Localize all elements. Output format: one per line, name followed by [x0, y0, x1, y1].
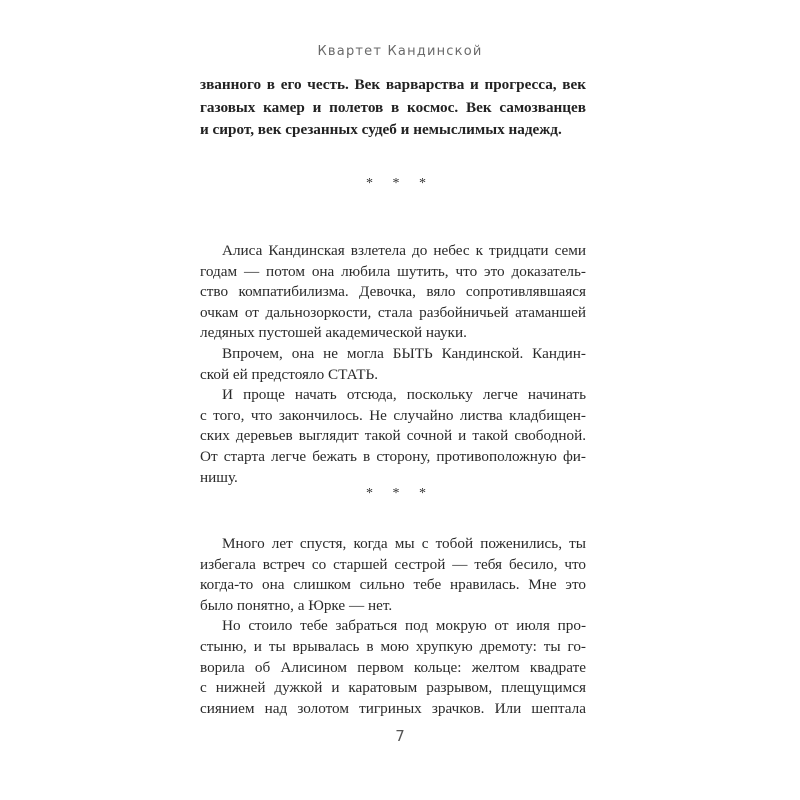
- text-line: ской ей предстояло СТАТЬ.: [200, 365, 379, 383]
- text-line: когда-то она слишком сильно тебе нравилась. Мне это: [200, 576, 586, 594]
- page-number: 7: [395, 727, 405, 745]
- text-line: сиянием над золотом тигриных зрачков. Или шептала: [200, 699, 586, 717]
- intro-bold-paragraph: [200, 74, 586, 142]
- text-line: ледяных пустошей академической науки.: [200, 324, 467, 342]
- text-line: Но стоило тебе забраться под мокрую от июля про-: [222, 617, 586, 635]
- text-line: И проще начать отсюда, поскольку легче начинать: [222, 386, 586, 404]
- text-line: От старта легче бежать в сторону, противоположную фи-: [200, 447, 586, 465]
- text-line: Алиса Кандинская взлетела до небес к тридцати семи: [222, 242, 586, 259]
- text-line: званного в его честь. Век варварства и прогресса, век: [200, 76, 586, 93]
- text-line: ворила об Алисином первом кольце: желтом квадрате: [200, 658, 586, 676]
- text-line: очкам от дальнозоркости, стала разбойничьей атаманшей: [200, 303, 586, 321]
- section-separator: * * *: [366, 176, 434, 191]
- text-line: стыню, и ты врывалась в мою хрупкую дремоту: ты го-: [200, 637, 586, 655]
- section-separator: * * *: [366, 486, 434, 501]
- text-line: Впрочем, она не могла БЫТЬ Кандинской. Кандин-: [222, 344, 586, 362]
- text-line: было понятно, а Юрке — нет.: [200, 596, 393, 614]
- text-line: ство компатибилизма. Девочка, вяло сопротивлявшаяся: [200, 283, 586, 301]
- text-line: годам — потом она любила шутить, что это доказатель-: [200, 262, 586, 280]
- running-header: Квартет Кандинской: [317, 44, 483, 59]
- text-line: Много лет спустя, когда мы с тобой поженились, ты: [222, 535, 586, 552]
- section-1: [200, 241, 586, 488]
- text-line: ских деревьев выглядит такой сочной и такой свободной.: [200, 427, 586, 445]
- text-line: и сирот, век срезанных судеб и немыслимых надежд.: [200, 121, 562, 139]
- text-line: с того, что закончилось. Не случайно листва кладбищен-: [200, 406, 586, 424]
- section-2: [200, 534, 586, 719]
- text-line: с нижней дужкой и каратовым разрывом, плещущимся: [200, 679, 586, 697]
- text-line: нишу.: [200, 468, 238, 486]
- text-line: избегала встреч со старшей сестрой — тебя бесило, что: [200, 555, 586, 573]
- text-line: газовых камер и полетов в космос. Век самозванцев: [200, 98, 586, 116]
